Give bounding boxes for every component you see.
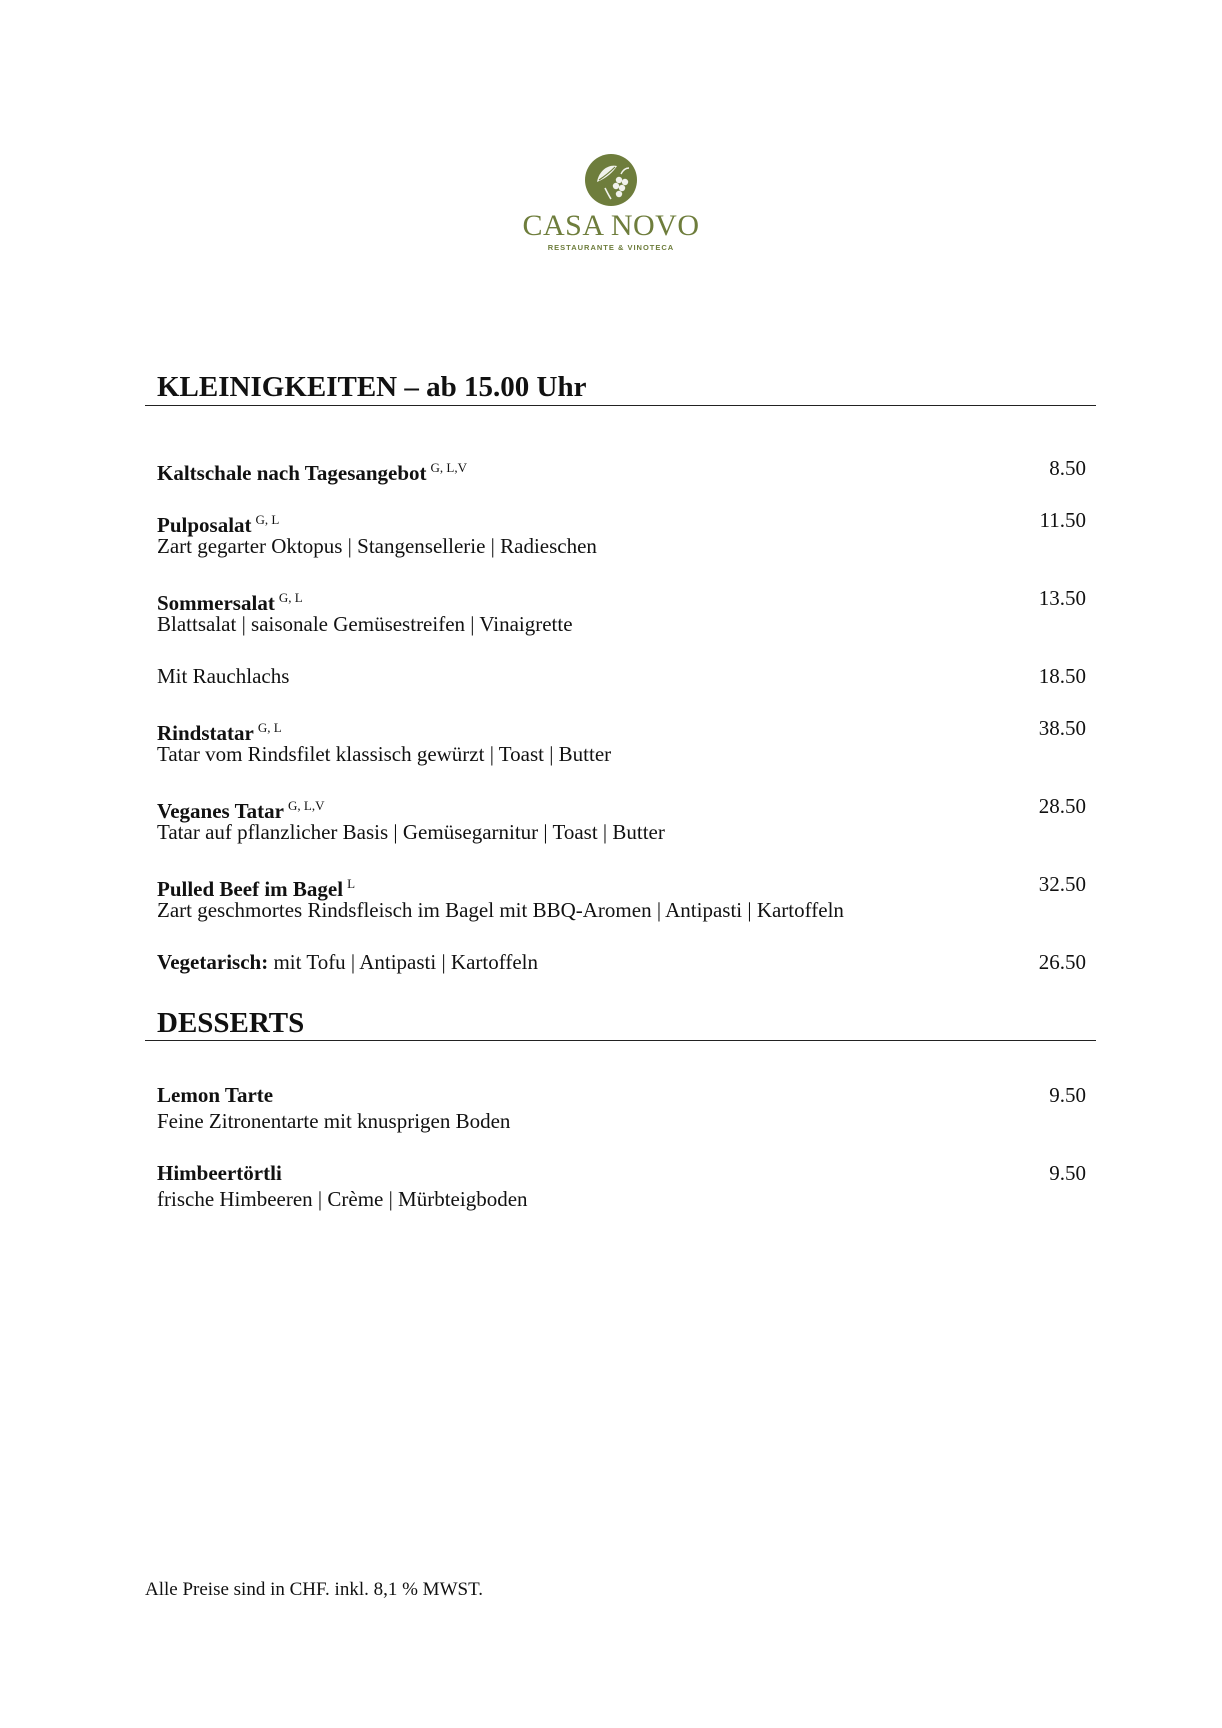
restaurant-logo <box>0 152 1222 254</box>
item-allergens: G, L,V <box>430 460 468 475</box>
item-name: Mit Rauchlachs <box>157 664 290 688</box>
item-price: 9.50 <box>1049 1083 1086 1107</box>
section-title-kleinigkeiten: KLEINIGKEITEN – ab 15.00 Uhr <box>157 371 587 403</box>
item-name: Pulled Beef im Bagel <box>157 877 344 901</box>
section-title-desserts: DESSERTS <box>157 1007 305 1039</box>
price-note: Alle Preise sind in CHF. inkl. 8,1 % MWST. <box>145 1579 484 1600</box>
item-name: Veganes Tatar <box>157 799 284 823</box>
item-allergens: G, L,V <box>288 798 325 813</box>
item-allergens: G, L <box>257 720 282 735</box>
item-price: 32.50 <box>1038 872 1086 896</box>
item-name: Vegetarisch: <box>157 950 269 974</box>
item-name: Himbeertörtli <box>157 1161 282 1185</box>
item-allergens: G, L <box>255 512 280 527</box>
item-name: Kaltschale nach Tagesangebot <box>157 461 427 485</box>
menu-item-sommersalat <box>157 585 1086 637</box>
logo-name: CASA NOVO <box>522 209 700 242</box>
menu-item-vegetarisch <box>157 949 1086 975</box>
menu-item-himbeertoertli <box>157 1160 1086 1212</box>
section-divider <box>145 1040 1096 1041</box>
item-price: 8.50 <box>1049 456 1086 480</box>
item-price: 38.50 <box>1038 716 1086 740</box>
item-description: Tatar auf pflanzlicher Basis | Gemüsegarnitur | Toast | Butter <box>157 820 665 844</box>
menu-item-pulled-beef <box>157 871 1086 923</box>
item-name: Pulposalat <box>157 513 252 537</box>
item-price: 9.50 <box>1049 1161 1086 1185</box>
item-name: Rindstatar <box>157 721 254 745</box>
logo-subtitle: RESTAURANTE & VINOTECA <box>547 243 675 252</box>
item-allergens: G, L <box>278 590 303 605</box>
item-name: Sommersalat <box>157 591 275 615</box>
item-allergens: L <box>347 876 356 891</box>
item-description: frische Himbeeren | Crème | Mürbteigboden <box>157 1187 528 1211</box>
item-description: Feine Zitronentarte mit knusprigen Boden <box>157 1109 511 1133</box>
menu-item-pulposalat <box>157 507 1086 559</box>
item-price: 11.50 <box>1039 508 1086 532</box>
menu-item-kaltschale <box>157 455 1086 485</box>
item-description: Tatar vom Rindsfilet klassisch gewürzt | Toast | Butter <box>157 742 612 766</box>
item-description: Zart geschmortes Rindsfleisch im Bagel mit BBQ-Aromen | Antipasti | Kartoffeln <box>157 898 844 922</box>
item-price: 13.50 <box>1038 586 1086 610</box>
item-price: 28.50 <box>1038 794 1086 818</box>
item-description: Zart gegarter Oktopus | Stangensellerie | Radieschen <box>157 534 597 558</box>
item-name: Lemon Tarte <box>157 1083 274 1107</box>
leaf-grape-emblem-icon <box>583 152 639 208</box>
item-price: 18.50 <box>1038 664 1086 688</box>
item-price: 26.50 <box>1038 950 1086 974</box>
item-description: Blattsalat | saisonale Gemüsestreifen | Vinaigrette <box>157 612 573 636</box>
section-divider <box>145 405 1096 406</box>
menu-item-veganes-tatar <box>157 793 1086 845</box>
menu-item-rindstatar <box>157 715 1086 767</box>
item-description: mit Tofu | Antipasti | Kartoffeln <box>268 950 539 974</box>
menu-item-rauchlachs <box>157 663 1086 689</box>
menu-item-lemon-tarte <box>157 1082 1086 1134</box>
